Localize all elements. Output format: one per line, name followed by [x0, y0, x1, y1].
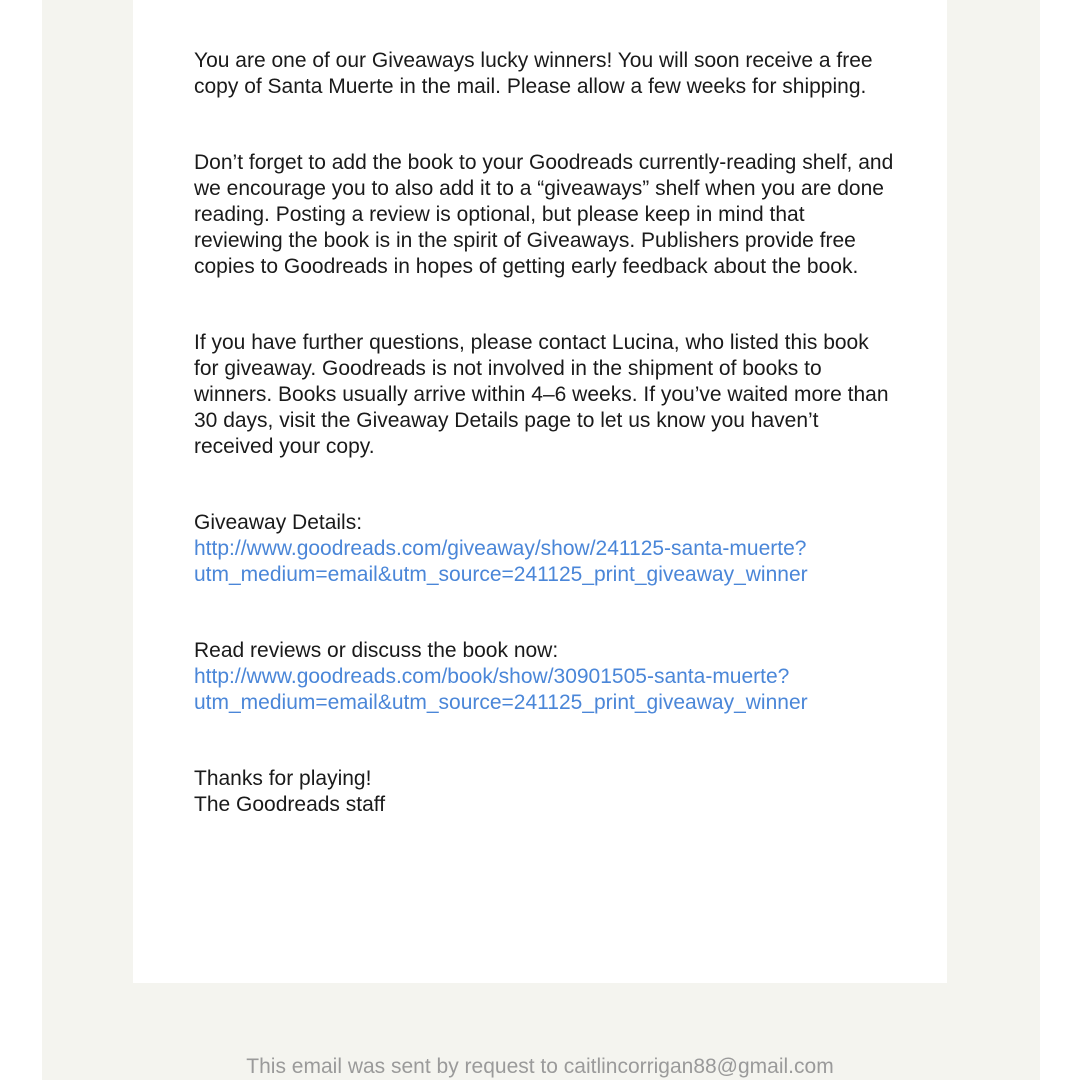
signoff: [194, 766, 894, 818]
giveaway-details-label: Giveaway Details:: [194, 511, 363, 534]
giveaway-details-link-line2[interactable]: utm_medium=email&utm_source=241125_print_giveaway_winner: [194, 563, 808, 586]
questions-paragraph: If you have further questions, please contact Lucina, who listed this book for giveaway. Goodreads is not involved in the shipment of books to winners. Books usually arrive within 4–6 weeks. If you’ve waited more than 30 days, visit the Giveaway Details page to let us know you haven’t received your copy.: [194, 331, 889, 458]
shelf-paragraph: Don’t forget to add the book to your Goodreads currently-reading shelf, and we encourage you to also add it to a “giveaways” shelf when you are done reading. Posting a review is optional, but please keep in mind that reviewing the book is in the spirit of Giveaways. Publishers provide free copies to Goodreads in hopes of getting early feedback about the book.: [194, 151, 894, 278]
book-reviews-link[interactable]: [194, 664, 894, 716]
signoff-thanks: Thanks for playing!: [194, 767, 372, 790]
book-reviews-link-line2[interactable]: utm_medium=email&utm_source=241125_print_giveaway_winner: [194, 691, 808, 714]
giveaway-details-link-line1[interactable]: http://www.goodreads.com/giveaway/show/241125-santa-muerte?: [194, 537, 807, 560]
book-reviews-link-line1[interactable]: http://www.goodreads.com/book/show/30901505-santa-muerte?: [194, 665, 790, 688]
winner-paragraph: You are one of our Giveaways lucky winners! You will soon receive a free copy of Santa Muerte in the mail. Please allow a few weeks for shipping.: [194, 49, 873, 98]
signoff-staff: The Goodreads staff: [194, 793, 386, 816]
email-footer: This email was sent by request to caitlincorrigan88@gmail.com: [246, 1055, 834, 1078]
giveaway-details-link[interactable]: [194, 536, 894, 588]
reviews-label: Read reviews or discuss the book now:: [194, 639, 559, 662]
email-body: [194, 48, 894, 868]
giveaway-details-section: [194, 510, 894, 588]
reviews-section: [194, 638, 894, 716]
